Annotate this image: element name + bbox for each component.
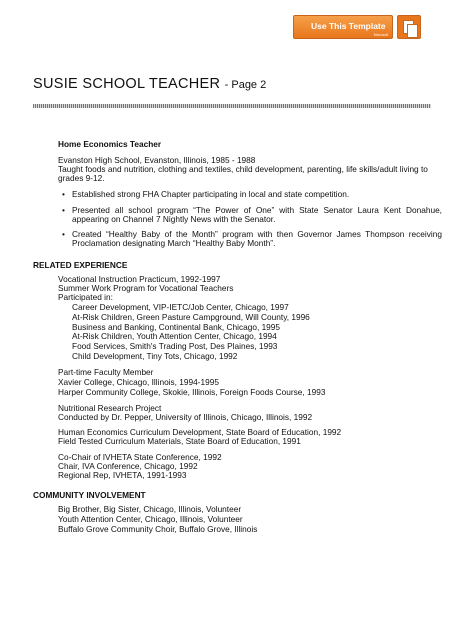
related-line: Xavier College, Chicago, Illinois, 1994-1995: [58, 377, 219, 387]
job-school: Evanston High School, Evanston, Illinois, 1985 - 1988: [58, 155, 256, 165]
job-bullet-1: [62, 189, 442, 199]
job-bullet-text: Presented all school program “The Power of One” with State Senator Laura Kent Donahue, appearing on Channel 7 Nightly News with the Senator.: [72, 205, 442, 224]
participation-item: Food Services, Smith's Trading Post, Des Plaines, 1993: [72, 341, 278, 351]
related-line: Chair, IVA Conference, Chicago, 1992: [58, 461, 198, 471]
use-this-template-button[interactable]: [293, 15, 393, 39]
related-line: Regional Rep, IVHETA, 1991-1993: [58, 470, 187, 480]
job-bullet-3: [62, 229, 442, 248]
resume-name: SUSIE SCHOOL TEACHER: [33, 76, 221, 92]
participation-item: Business and Banking, Continental Bank, Chicago, 1995: [72, 322, 281, 332]
job-title: Home Economics Teacher: [58, 139, 162, 149]
community-item: Big Brother, Big Sister, Chicago, Illinois, Volunteer: [58, 504, 242, 514]
participation-item: Career Development, VIP-IETC/Job Center, Chicago, 1997: [72, 302, 289, 312]
job-description-line-1: Taught foods and nutrition, clothing and textiles, child development, parenting, life skills/adult living to: [58, 164, 428, 174]
related-line: Participated in:: [58, 292, 113, 302]
page-indicator: - Page 2: [224, 79, 267, 91]
bullet-marker: •: [62, 229, 65, 239]
bullet-marker: •: [62, 205, 65, 215]
participation-item: At-Risk Children, Youth Attention Center, Chicago, 1994: [72, 331, 277, 341]
job-description-line-2: grades 9-12.: [58, 173, 105, 183]
use-this-template-label: Use This Template: [311, 21, 386, 31]
job-bullet-2: [62, 205, 442, 224]
related-line: Harper Community College, Skokie, Illinois, Foreign Foods Course, 1993: [58, 387, 326, 397]
community-item: Buffalo Grove Community Choir, Buffalo Grove, Illinois: [58, 524, 258, 534]
participation-item: Child Development, Tiny Tots, Chicago, 1992: [72, 351, 238, 361]
template-button-sublabel: Microsoft: [373, 33, 388, 37]
community-item: Youth Attention Center, Chicago, Illinois, Volunteer: [58, 514, 243, 524]
bullet-marker: •: [62, 189, 65, 199]
job-bullet-text: Created “Healthy Baby of the Month” program with then Governor James Thompson receiving Proclamation designating March “Healthy Baby Month”.: [72, 229, 442, 248]
page-title: [33, 76, 266, 92]
related-line: Vocational Instruction Practicum, 1992-1997: [58, 274, 221, 284]
related-line: Nutritional Research Project: [58, 403, 162, 413]
participation-item: At-Risk Children, Green Pasture Campground, Will County, 1996: [72, 312, 310, 322]
related-line: Co-Chair of IVHETA State Conference, 1992: [58, 452, 222, 462]
community-involvement-heading: COMMUNITY INVOLVEMENT: [33, 490, 146, 500]
related-line: Conducted by Dr. Pepper, University of Illinois, Chicago, Illinois, 1992: [58, 412, 313, 422]
related-line: Field Tested Curriculum Materials, State Board of Education, 1991: [58, 436, 301, 446]
related-line: Part-time Faculty Member: [58, 367, 154, 377]
related-line: Human Economics Curriculum Development, State Board of Education, 1992: [58, 427, 342, 437]
header-divider: [33, 104, 431, 108]
related-experience-heading: RELATED EXPERIENCE: [33, 260, 128, 270]
related-line: Summer Work Program for Vocational Teachers: [58, 283, 234, 293]
job-bullet-text: Established strong FHA Chapter participating in local and state competition.: [72, 189, 350, 199]
document-pages-icon[interactable]: [397, 15, 421, 39]
